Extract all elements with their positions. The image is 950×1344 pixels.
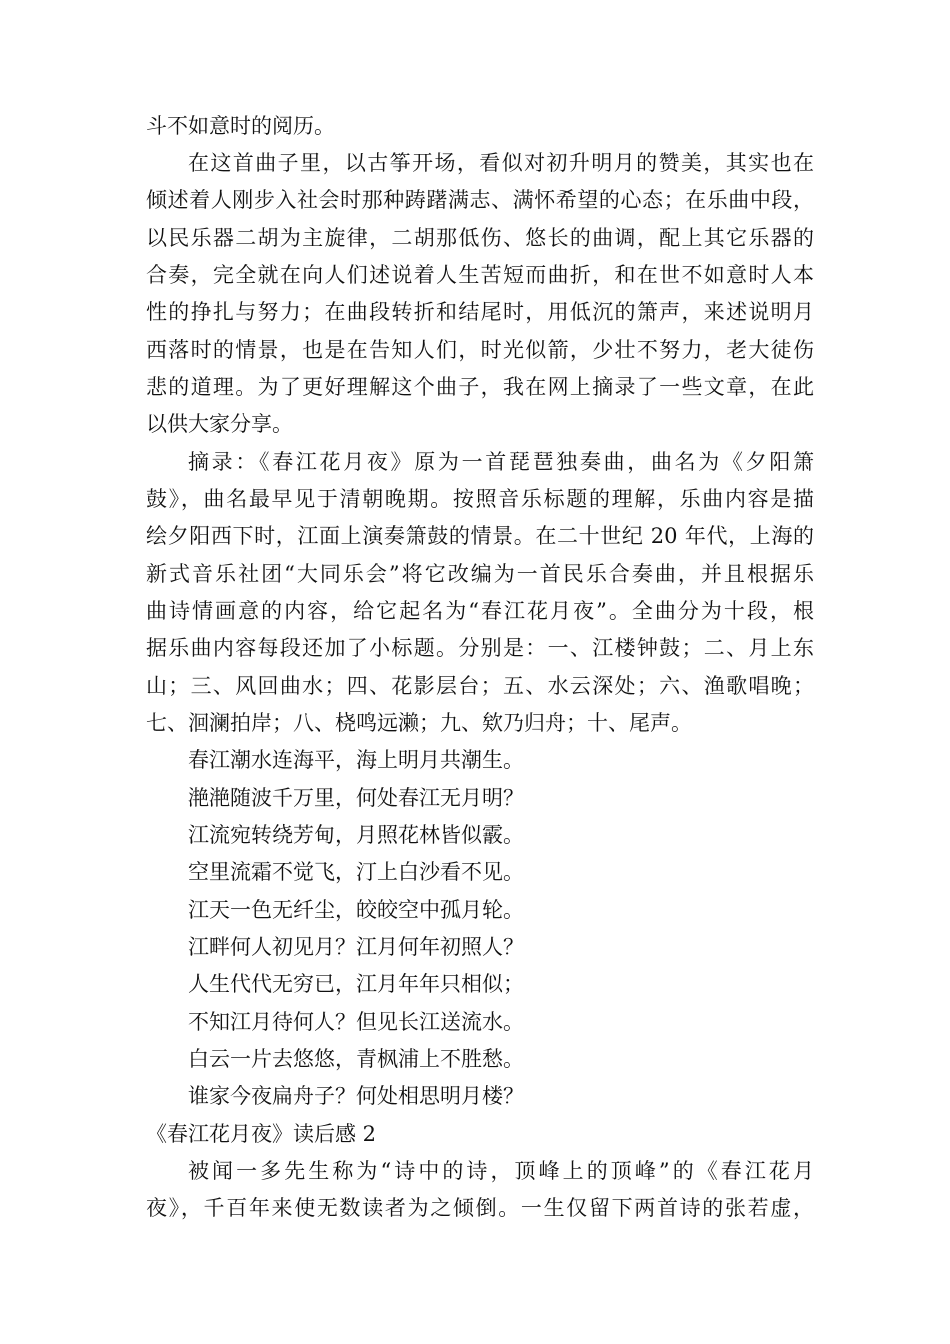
poem-line: 江流宛转绕芳甸，月照花林皆似霰。 — [188, 823, 524, 847]
paragraph-line: 山；三、风回曲水；四、花影层台；五、水云深处；六、渔歌唱晚； — [146, 674, 814, 698]
paragraph-line: 悲的道理。为了更好理解这个曲子，我在网上摘录了一些文章，在此 — [146, 375, 814, 399]
poem-line: 空里流霜不觉飞，汀上白沙看不见。 — [188, 860, 524, 884]
paragraph-line: 鼓》，曲名最早见于清朝晚期。按照音乐标题的理解，乐曲内容是描 — [146, 487, 814, 511]
paragraph-line: 西落时的情景，也是在告知人们，时光似箭，少壮不努力，老大徒伤 — [146, 338, 814, 362]
paragraph-line: 以供大家分享。 — [146, 412, 293, 436]
poem-line: 江畔何人初见月？江月何年初照人？ — [188, 935, 524, 959]
paragraph-line: 绘夕阳西下时，江面上演奏箫鼓的情景。在二十世纪 20 年代，上海的 — [146, 524, 814, 548]
paragraph-line: 新式音乐社团“大同乐会”将它改编为一首民乐合奏曲，并且根据乐 — [146, 562, 814, 586]
paragraph-line: 据乐曲内容每段还加了小标题。分别是：一、江楼钟鼓；二、月上东 — [146, 636, 814, 660]
poem-line: 谁家今夜扁舟子？何处相思明月楼？ — [188, 1084, 524, 1108]
paragraph-line: 夜》，千百年来使无数读者为之倾倒。一生仅留下两首诗的张若虚， — [146, 1196, 814, 1220]
section-heading: 《春江花月夜》读后感 2 — [146, 1122, 377, 1146]
paragraph-line: 摘录：《春江花月夜》原为一首琵琶独奏曲，曲名为《夕阳箫 — [188, 450, 814, 474]
paragraph-line: 七、洄澜拍岸；八、桡鸣远濑；九、欸乃归舟；十、尾声。 — [146, 711, 692, 735]
poem-line: 人生代代无穷已，江月年年只相似； — [188, 972, 524, 996]
poem-line: 春江潮水连海平，海上明月共潮生。 — [188, 748, 524, 772]
paragraph-line: 斗不如意时的阅历。 — [146, 114, 335, 138]
paragraph-line: 合奏，完全就在向人们述说着人生苦短而曲折，和在世不如意时人本 — [146, 263, 814, 287]
poem-line: 滟滟随波千万里，何处春江无月明？ — [188, 786, 524, 810]
poem-line: 江天一色无纤尘，皎皎空中孤月轮。 — [188, 898, 524, 922]
paragraph-line: 性的挣扎与努力；在曲段转折和结尾时，用低沉的箫声，来述说明月 — [146, 300, 814, 324]
paragraph-line: 被闻一多先生称为“诗中的诗，顶峰上的顶峰”的《春江花月 — [188, 1159, 814, 1183]
paragraph-line: 在这首曲子里，以古筝开场，看似对初升明月的赞美，其实也在 — [188, 151, 814, 175]
poem-line: 白云一片去悠悠，青枫浦上不胜愁。 — [188, 1047, 524, 1071]
poem-line: 不知江月待何人？但见长江送流水。 — [188, 1010, 524, 1034]
paragraph-line: 曲诗情画意的内容，给它起名为“春江花月夜”。全曲分为十段，根 — [146, 599, 814, 623]
paragraph-line: 以民乐器二胡为主旋律，二胡那低伤、悠长的曲调，配上其它乐器的 — [146, 226, 814, 250]
paragraph-line: 倾述着人刚步入社会时那种踌躇满志、满怀希望的心态；在乐曲中段， — [146, 188, 814, 212]
